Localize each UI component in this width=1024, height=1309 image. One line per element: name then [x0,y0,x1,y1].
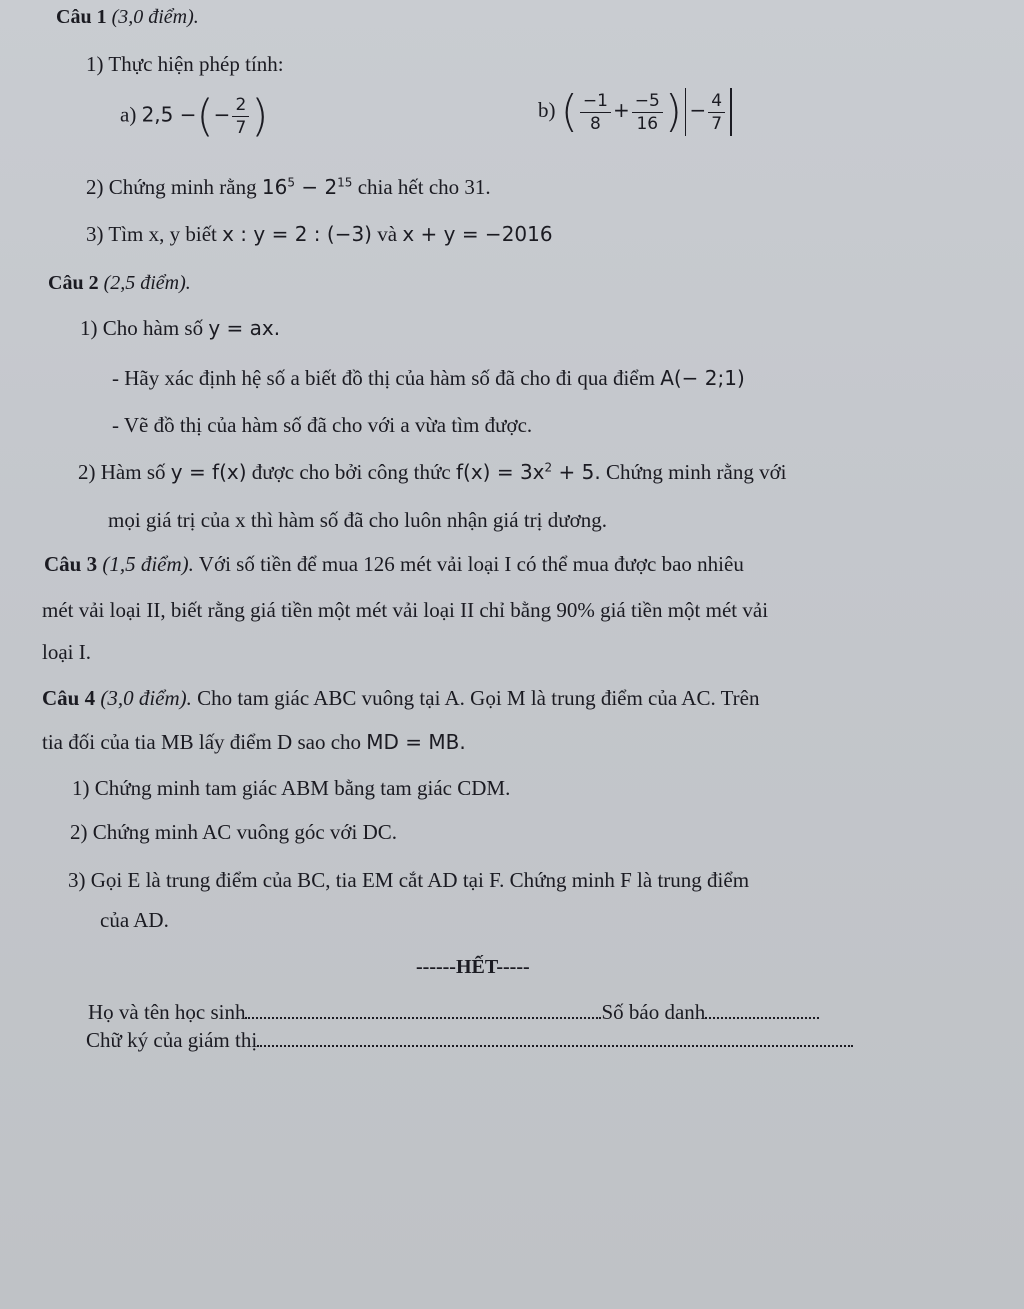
q1-p3-expr1: x : y = 2 : (−3) [222,222,372,246]
q1-part-b: b) ( $\frac{-1}{8}$ + $\frac{-5}{16}$ ) − $\frac{4}{7}$ [538,88,735,136]
q1-heading [56,6,199,29]
q4-line2 [42,730,466,755]
student-name-label: Họ và tên học sinh [88,1000,246,1024]
q4-part3-line2: của AD. [100,908,169,932]
q2-bullet-2: - Vẽ đồ thị của hàm số đã cho với a vừa tìm được. [112,413,533,437]
q2-p1-text: 1) Cho hàm số [80,316,204,340]
q4-text-1: Cho tam giác ABC vuông tại A. Gọi M là trung điểm của AC. Trên [197,686,760,710]
q2-p2-expr1: y = f(x) [170,460,247,484]
q1-title: Câu 1 [56,6,107,28]
q1-b-fraction-2: $\frac{-5}{16}$ [632,90,663,135]
q2-title: Câu 2 [48,272,99,294]
q2-p2-expr2: $f(x) = 3x^2 + 5$. [455,460,601,484]
q1-p2-expr: $16^5 - 2^{15}$ [261,175,353,199]
q3-line2: mét vải loại II, biết rằng giá tiền một mét vải loại II chỉ bằng 90% giá tiền một mét vải [42,598,769,622]
q1-part-a: a) 2,5 −(− $\frac{2}{7}$ ) [120,90,269,142]
q1-a-minus: − [213,102,231,127]
q2-p2-text: 2) Hàm số [78,460,166,484]
q4-text-2: tia đối của tia MB lấy điểm D sao cho [42,730,362,754]
q1-p3-expr2: x + y = −2016 [402,222,553,246]
proctor-sign-row [86,1028,853,1053]
student-name-blank [245,1013,601,1019]
q3-line3: loại I. [42,640,91,664]
student-id-blank [705,1013,819,1019]
q3-title: Câu 3 [44,552,98,576]
q1-p3-text: 3) Tìm x, y biết [86,222,217,246]
q2-points: (2,5 điểm). [103,272,191,294]
q1-a-fraction: $\frac{2}{7}$ [232,94,249,139]
q2-bullet1-text: - Hãy xác định hệ số a biết đồ thị của hàm số đã cho đi qua điểm [112,366,655,390]
q1-b-fraction-1: $\frac{-1}{8}$ [580,90,611,135]
proctor-sign-label: Chữ ký của giám thị [86,1028,258,1052]
end-marker: ------HẾT----- [416,956,530,978]
q1-b-fraction-3: $\frac{4}{7}$ [708,90,725,135]
q3-text-1: Với số tiền để mua 126 mét vải loại I có thể mua được bao nhiêu [198,552,744,576]
q4-expr: MD = MB. [366,730,466,754]
q2-part1 [80,316,280,341]
q1-b-plus: + [612,97,630,122]
student-name-row [88,1000,819,1025]
q4-part3: 3) Gọi E là trung điểm của BC, tia EM cắt AD tại F. Chứng minh F là trung điểm [68,868,750,892]
q1-p2-text: 2) Chứng minh rằng [86,175,257,199]
q3-points: (1,5 điểm). [102,552,194,576]
q1-p3-and: và [377,222,398,246]
q1-b-minus: − [689,97,707,122]
q1-a-label: a) [120,102,137,127]
q2-p2-post: Chứng minh rằng với [605,460,787,484]
q1-b-label: b) [538,97,556,122]
q2-part2 [78,460,787,485]
q4-points: (3,0 điểm). [100,686,192,710]
q2-heading [48,272,191,295]
q1-part3 [86,222,553,247]
q3-line1 [44,552,744,577]
q1-points: (3,0 điểm). [111,6,199,28]
q2-p1-expr: y = ax. [208,316,281,340]
q2-bullet-1 [112,366,745,391]
q2-bullet1-expr: A(− 2;1) [660,366,745,390]
q1-part1: 1) Thực hiện phép tính: [86,52,284,76]
q1-part2 [86,175,491,200]
q2-p2-mid: được cho bởi công thức [251,460,451,484]
q4-line1 [42,686,760,711]
student-id-label: Số báo danh [601,1000,706,1024]
q4-part1: 1) Chứng minh tam giác ABM bằng tam giác CDM. [72,776,511,800]
proctor-sign-blank [257,1041,853,1047]
q1-p2-post: chia hết cho 31. [357,175,491,199]
q2-part2-line2: mọi giá trị của x thì hàm số đã cho luôn nhận giá trị dương. [108,508,607,532]
q1-a-expr: 2,5 − [141,102,197,127]
q4-title: Câu 4 [42,686,96,710]
q4-part2: 2) Chứng minh AC vuông góc với DC. [70,820,397,844]
